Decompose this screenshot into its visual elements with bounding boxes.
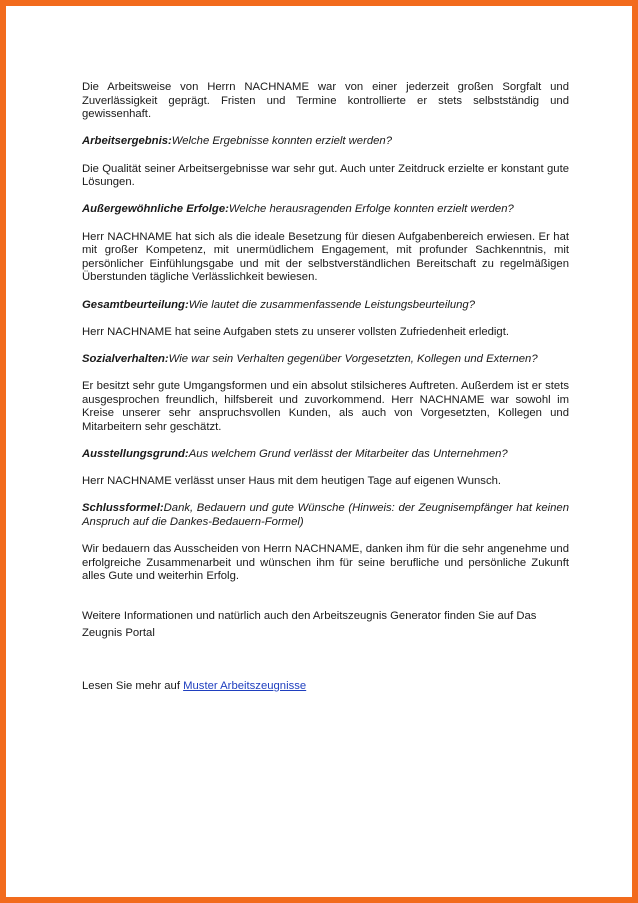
section-body-erfolge: Herr NACHNAME hat sich als die ideale Besetzung für diesen Aufgabenbereich erwiesen. Er hat mit großer Kompetenz, mit unermüdlichem Engagement, mit profunder Sachkenntnis, mit persönlicher Einfühlungsgabe und mit der selbstverständlichen Bereitschaft zu regelmäßigen Überstunden tägliche Verlässlichkeit bewiesen. (82, 230, 569, 284)
read-more-prefix: Lesen Sie mehr auf (82, 679, 184, 692)
info-paragraph: Weitere Informationen und natürlich auch den Arbeitszeugnis Generator finden Sie auf Das Zeugnis Portal (82, 609, 537, 639)
section-body-ausstellungsgrund: Herr NACHNAME verlässt unser Haus mit dem heutigen Tage auf eigenen Wunsch. (82, 475, 502, 488)
section-question: Wie lautet die zusammenfassende Leistungsbeurteilung? (188, 298, 475, 311)
section-heading-schlussformel (82, 502, 569, 529)
intro-paragraph: Die Arbeitsweise von Herrn NACHNAME war von einer jederzeit großen Sorgfalt und Zuverlässigkeit geprägt. Fristen und Termine kontrollierte er stets selbstständig und gewissenhaft. (82, 81, 569, 121)
section-body-arbeitsergebnis: Die Qualität seiner Arbeitsergebnisse war sehr gut. Auch unter Zeitdruck erzielte er konstant gute Lösungen. (82, 162, 569, 189)
section-heading-gesamtbeurteilung (82, 299, 569, 313)
section-heading-sozialverhalten (82, 353, 569, 367)
section-heading-erfolge (82, 203, 569, 217)
section-label: Gesamtbeurteilung: (82, 298, 189, 311)
section-label: Außergewöhnliche Erfolge: (82, 203, 229, 216)
section-heading-ausstellungsgrund (82, 448, 569, 462)
section-label: Sozialverhalten: (82, 352, 169, 365)
section-question: Aus welchem Grund verlässt der Mitarbeiter das Unternehmen? (188, 448, 508, 461)
section-label: Schlussformel: (82, 502, 164, 515)
section-label: Arbeitsergebnis: (82, 135, 172, 148)
section-body-schlussformel: Wir bedauern das Ausscheiden von Herrn NACHNAME, danken ihm für die sehr angenehme und erfolgreiche Zusammenarbeit und wünschen ihm für seine berufliche und persönliche Zukunft alles Gute und weiterhin Erfolg. (82, 543, 569, 583)
section-question: Dank, Bedauern und gute Wünsche (Hinweis: der Zeugnisempfänger hat keinen Anspruch auf die Dankes-Bedauern-Formel) (82, 502, 569, 528)
section-body-sozialverhalten: Er besitzt sehr gute Umgangsformen und ein absolut stilsicheres Auftreten. Außerdem ist er stets ausgesprochen freundlich, hilfsbereit und zuvorkommend. Herr NACHNAME war sowohl im Kreise unserer sehr anspruchsvollen Kunden, als auch von Vorgesetzten, Kollegen und Mitarbeitern sehr geschätzt. (82, 380, 569, 433)
read-more-line (82, 680, 569, 694)
section-question: Welche Ergebnisse konnten erzielt werden? (171, 135, 392, 148)
muster-arbeitszeugnisse-link[interactable]: Muster Arbeitszeugnisse (183, 679, 307, 692)
document-body (82, 81, 569, 694)
section-body-gesamtbeurteilung: Herr NACHNAME hat seine Aufgaben stets zu unserer vollsten Zufriedenheit erledigt. (82, 325, 509, 338)
section-question: Wie war sein Verhalten gegenüber Vorgesetzten, Kollegen und Externen? (168, 352, 538, 365)
section-question: Welche herausragenden Erfolge konnten erzielt werden? (228, 203, 514, 216)
section-heading-arbeitsergebnis (82, 135, 569, 149)
section-label: Ausstellungsgrund: (82, 448, 189, 461)
